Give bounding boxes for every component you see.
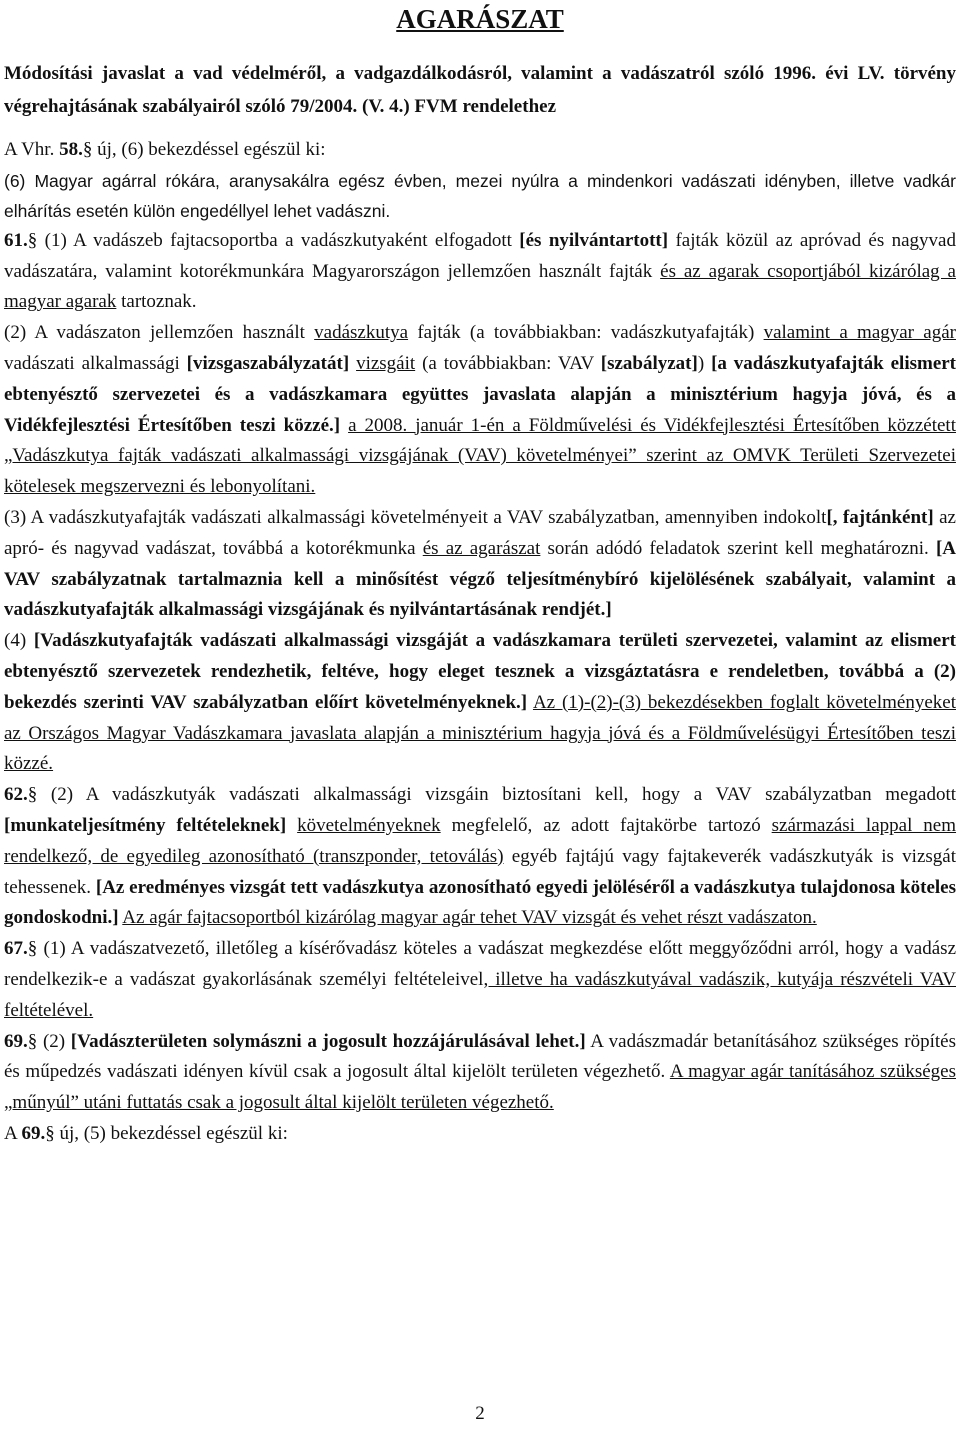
inserted-text: vadászkutya — [314, 322, 409, 344]
section-number: 61. — [4, 229, 28, 251]
inserted-text: A magyar agár tanításához szükséges „műnyúl” utáni futtatás csak a jogosult által kijelölt területen végezhető. — [4, 1061, 956, 1114]
deleted-text: [Az eredményes vizsgát tett vadászkutya azonosítható egyedi jelöléséről a vadászkutya tulajdonosa köteles gondoskodni.] — [4, 876, 956, 929]
text: (a továbbiakban: VAV — [415, 352, 601, 374]
paragraph-61-4 — [4, 626, 956, 780]
text: vadászati alkalmassági — [4, 352, 187, 374]
inserted-text: és az agarak csoportjából kizárólag a magyar agarak — [4, 260, 956, 313]
section-sign: § — [82, 139, 93, 160]
text: új, (5) bekezdéssel egészül ki: — [54, 1122, 288, 1144]
section-sign: § — [27, 784, 38, 806]
deleted-text: [, fajtánként] — [826, 506, 934, 528]
text: ) — [697, 352, 712, 374]
paragraph-69-new — [4, 1119, 956, 1150]
text: megfelelő, az adott fajtakörbe tartozó — [440, 814, 772, 836]
section-number: 58. — [59, 139, 83, 160]
inserted-text: követelményeknek — [297, 814, 441, 836]
document-page — [4, 0, 956, 1150]
text: (3) A vadászkutyafajták vadászati alkalmassági követelményeit a VAV szabályzatban, amennyiben indokolt — [4, 506, 827, 528]
deleted-text: [Vadászkutyafajták vadászati alkalmassági vizsgáját a vadászkamara területi szervezetei, valamint az elismert ebtenyésztő szervezetek rendezhetik, feltéve, hogy eleget tesznek a vizsgáztatásra e rendeletben, továbbá a (2) bekezdés szerinti VAV szabályzatban előírt követelményeknek.] — [4, 630, 957, 713]
inserted-text: valamint a magyar agár — [763, 322, 956, 344]
deleted-text: [Vadászterületen solymászni a jogosult hozzájárulásával lehet.] — [70, 1030, 586, 1052]
section-number: 69. — [4, 1030, 28, 1052]
inserted-text: vizsgáit — [356, 352, 416, 374]
text: az apró- és nagyvad vadászat, továbbá a kotorékmunka — [4, 506, 956, 559]
section-sign: § — [45, 1122, 55, 1144]
text: (1) A vadászeb fajtacsoportba a vadászkutyaként elfogadott — [37, 229, 520, 251]
deleted-text: [a vadászkutyafajták elismert ebtenyésztő szervezetei és a vadászkamara együttes javaslata alapján a minisztérium hagyja jóvá, és a Vidékfejlesztési Értesítőben teszi közzé.] — [4, 352, 957, 436]
text: A vadászmadár betanításához szükséges röpítés és műpedzés vadászati idényen kívül csak a jogosult által kijelölt területen végezhető. — [4, 1030, 956, 1083]
paragraph-58-6: (6) Magyar agárral rókára, aranysakálra egész évben, mezei nyúlra a mindenkori vadászati idényben, illetve vadkár elhárítás esetén külön engedéllyel lehet vadászni. — [4, 170, 956, 221]
document-title: AGARÁSZAT — [396, 4, 564, 34]
deleted-text: [munkateljesítmény feltételeknek] — [4, 814, 287, 836]
text: egyéb fajtájú vagy fajtakeverék vadászkutyák is vizsgát tehessenek. — [4, 845, 956, 898]
inserted-text: Az (1)-(2)-(3) bekezdésekben foglalt követelményeket az Országos Magyar Vadászkamara javaslata alapján a minisztérium hagyja jóvá és a Földművelésügyi Értesítőben teszi közzé. — [4, 691, 956, 775]
text — [286, 815, 297, 836]
document-body — [4, 135, 956, 1150]
text: fajták (a továbbiakban: vadászkutyafajták) — [408, 322, 764, 344]
section-sign: § — [27, 938, 38, 960]
section-number: 62. — [4, 784, 28, 806]
section-sign: § — [27, 1030, 38, 1052]
paragraph-61-3 — [4, 503, 956, 626]
document-subtitle: Módosítási javaslat a vad védelméről, a vadgazdálkodásról, valamint a vadászatról szóló 1996. évi LV. törvény végrehajtásának szabályairól szóló 79/2004. (V. 4.) FVM rendelethez — [4, 63, 956, 117]
text: során adódó feladatok szerint kell meghatározni. — [540, 537, 936, 559]
text: (2) A vadászaton jellemzően használt — [4, 322, 315, 344]
text — [340, 415, 348, 436]
paragraph-58 — [4, 135, 956, 166]
text: (1) A vadászatvezető, illetőleg a kísérővadász köteles a vadászat megkezdése előtt meggyőződni arról, hogy a vadász rendelkezik-e a vadászat gyakorlásának személyi feltételeivel — [4, 938, 956, 990]
deleted-text: [szabályzat] — [600, 352, 698, 374]
section-number: 69. — [21, 1122, 46, 1144]
page-number: 2 — [475, 1403, 485, 1424]
text: (2) — [37, 1030, 71, 1052]
text: (2) A vadászkutyák vadászati alkalmassági vizsgáin biztosítani kell, hogy a VAV szabályzatban megadott — [37, 784, 956, 806]
paragraph-67 — [4, 934, 956, 1026]
deleted-text: [vizsgaszabályzatát] — [186, 352, 350, 374]
paragraph-62 — [4, 780, 956, 934]
inserted-text: származási lappal nem rendelkező, de egyedileg azonosítható (transzponder, tetoválás) — [4, 814, 957, 867]
section-sign: § — [27, 229, 38, 251]
inserted-text: a 2008. január 1-én a Földművelési és Vidékfejlesztési Értesítőben közzétett „Vadászkutya fajták vadászati alkalmassági vizsgájának (VAV) követelményei” szerint az OMVK Területi Szervezetei kötelesek megszervezni és lebonyolítani. — [4, 414, 956, 498]
text: fajták közül az apróvad és nagyvad vadászatára, valamint kotorékmunkára Magyarországon jellemzően használt fajták — [4, 229, 956, 282]
paragraph-61-2 — [4, 318, 956, 503]
inserted-text: Az agár fajtacsoportból kizárólag magyar agár tehet VAV vizsgát és vehet részt vadászaton. — [122, 907, 817, 929]
paragraph-61-1 — [4, 226, 956, 318]
text: A — [4, 1122, 22, 1144]
text: (4) — [4, 630, 34, 652]
inserted-text: , illetve ha vadászkutyával vadászik, kutyája részvételi VAV feltételével. — [4, 968, 956, 1021]
text: A Vhr. — [4, 139, 60, 160]
text: új, (6) bekezdéssel egészül ki: — [92, 139, 326, 160]
section-number: 67. — [4, 938, 28, 960]
text: tartoznak. — [116, 291, 197, 313]
paragraph-69 — [4, 1027, 956, 1119]
deleted-text: [A VAV szabályzatnak tartalmaznia kell a minősítést végző teljesítménybíró kijelölésének szabályait, valamint a vadászkutyafajták alkalmassági vizsgájának és nyilvántartásának rendjét.] — [4, 537, 956, 621]
deleted-text: [és nyilvántartott] — [519, 229, 669, 251]
inserted-text: és az agarászat — [422, 537, 541, 559]
